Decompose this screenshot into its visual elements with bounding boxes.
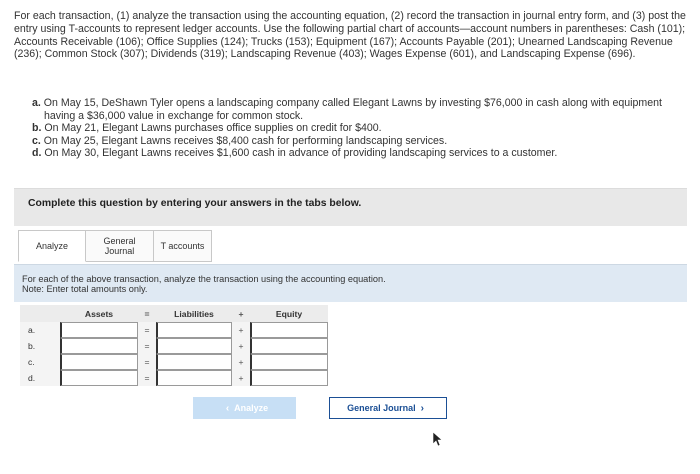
transaction-text: On May 25, Elegant Lawns receives $8,400 cash for performing landscaping services. <box>43 134 448 147</box>
equals-sign: = <box>138 322 156 338</box>
problem-description: For each transaction, (1) analyze the transaction using the accounting equation, (2) record the transaction in journal entry form, and (3) post the entry using T-accounts to represent ledger accounts. Use the following partial chart of accounts—account numbers in parentheses: Cash (101); Accounts Receivable (106); Office Supplies (124); Trucks (153); Equipment (167); Accounts Payable (201); Unearned Landscaping Revenue (236); Common Stock (307); Dividends (319); Landscaping Revenue (403); Wages Expense (601), and Landscaping Expense (696). <box>14 10 686 61</box>
assets-input[interactable] <box>60 338 138 354</box>
table-row <box>20 370 328 386</box>
transaction-letter: a. <box>32 97 41 109</box>
transaction-text: On May 30, Elegant Lawns receives $1,600 cash in advance of providing landscaping services to a customer. <box>44 147 558 160</box>
answer-tabs <box>18 230 212 262</box>
tab-label-line: General <box>103 236 136 246</box>
mouse-cursor-icon <box>432 431 444 447</box>
liabilities-cell <box>156 370 232 386</box>
header-equals: = <box>138 305 156 322</box>
header-blank <box>20 305 60 322</box>
equity-input[interactable] <box>250 370 328 386</box>
tab-general-journal-label <box>103 236 135 256</box>
complete-question-heading: Complete this question by entering your answers in the tabs below. <box>28 198 362 209</box>
complete-question-banner <box>14 188 687 226</box>
tab-general-journal[interactable] <box>86 230 154 262</box>
header-liabilities: Liabilities <box>156 305 232 322</box>
equity-cell <box>250 322 328 338</box>
assets-input[interactable] <box>60 354 138 370</box>
next-tab-button[interactable] <box>329 397 447 419</box>
header-equity: Equity <box>250 305 328 322</box>
transaction-text: On May 15, DeShawn Tyler opens a landscaping company called Elegant Lawns by investing $76,000 in cash along with equipment having a $36,000 value in exchange for common stock. <box>43 97 662 122</box>
assets-cell <box>60 370 138 386</box>
chevron-left-icon: ‹ <box>225 402 230 414</box>
instruction-note: Note: Enter total amounts only. <box>22 284 148 294</box>
assets-cell <box>60 338 138 354</box>
plus-sign: + <box>232 370 250 386</box>
instruction-text: For each of the above transaction, analyze the transaction using the accounting equation. <box>22 274 386 284</box>
liabilities-cell <box>156 322 232 338</box>
chevron-right-icon: › <box>420 402 424 414</box>
equals-sign: = <box>138 370 156 386</box>
previous-tab-label: Analyze <box>234 403 269 413</box>
row-label: a. <box>20 322 60 338</box>
accounting-equation-table <box>20 305 328 386</box>
transaction-item <box>32 122 692 135</box>
plus-sign: + <box>232 354 250 370</box>
table-row <box>20 338 328 354</box>
tab-analyze[interactable] <box>18 230 86 262</box>
transaction-letter: b. <box>32 122 42 135</box>
row-label: c. <box>20 354 60 370</box>
liabilities-cell <box>156 354 232 370</box>
transaction-item <box>32 135 692 148</box>
transaction-letter: c. <box>32 134 41 147</box>
tab-label-line: Journal <box>104 246 135 256</box>
assets-cell <box>60 354 138 370</box>
transaction-item <box>32 97 692 122</box>
previous-tab-button[interactable] <box>193 397 296 419</box>
liabilities-input[interactable] <box>156 354 232 370</box>
instructions-panel <box>14 264 687 302</box>
liabilities-input[interactable] <box>156 338 232 354</box>
table-row <box>20 354 328 370</box>
header-plus: + <box>232 305 250 322</box>
table-header-row <box>20 305 328 322</box>
liabilities-input[interactable] <box>156 322 232 338</box>
equity-input[interactable] <box>250 338 328 354</box>
row-label: d. <box>20 370 60 386</box>
tab-analyze-label: Analyze <box>35 241 69 251</box>
table-row <box>20 322 328 338</box>
equity-cell <box>250 354 328 370</box>
equity-input[interactable] <box>250 322 328 338</box>
equals-sign: = <box>138 338 156 354</box>
equity-input[interactable] <box>250 354 328 370</box>
row-label: b. <box>20 338 60 354</box>
transaction-item <box>32 147 692 160</box>
equity-cell <box>250 338 328 354</box>
equals-sign: = <box>138 354 156 370</box>
assets-input[interactable] <box>60 370 138 386</box>
assets-cell <box>60 322 138 338</box>
tab-t-accounts[interactable] <box>154 230 212 262</box>
equity-cell <box>250 370 328 386</box>
transaction-list <box>32 97 692 160</box>
transaction-text: On May 21, Elegant Lawns purchases office supplies on credit for $400. <box>44 122 382 135</box>
liabilities-input[interactable] <box>156 370 232 386</box>
assets-input[interactable] <box>60 322 138 338</box>
tab-t-accounts-label: T accounts <box>160 241 205 251</box>
plus-sign: + <box>232 322 250 338</box>
transaction-letter: d. <box>32 147 42 160</box>
liabilities-cell <box>156 338 232 354</box>
next-tab-label: General Journal <box>347 403 416 413</box>
plus-sign: + <box>232 338 250 354</box>
header-assets: Assets <box>60 305 138 322</box>
